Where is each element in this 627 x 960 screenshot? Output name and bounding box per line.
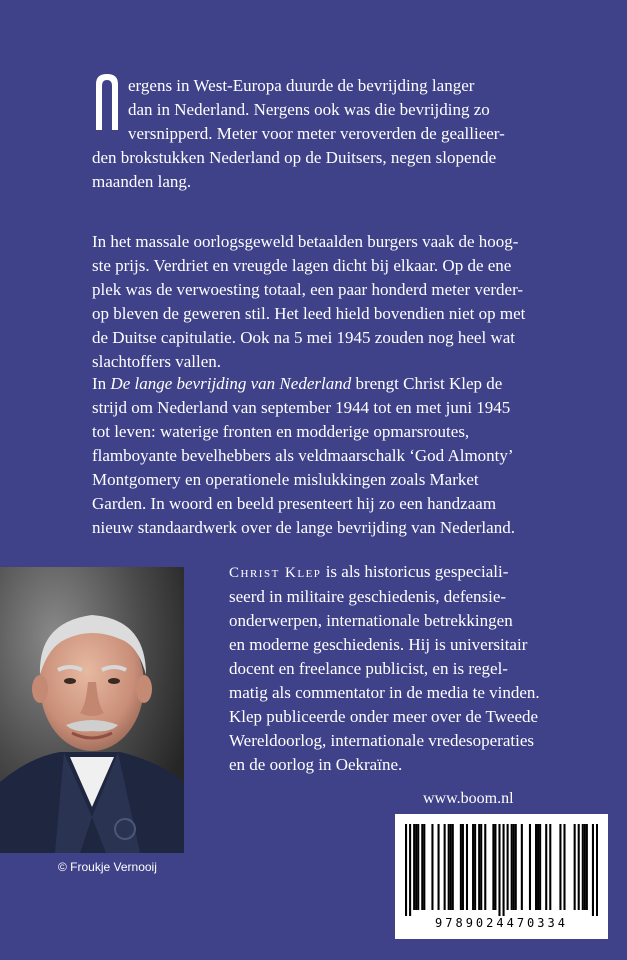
text-line: en moderne geschiedenis. Hij is universitair: [229, 635, 528, 654]
barcode-bar: [484, 824, 486, 910]
barcode-bar: [421, 824, 423, 910]
text-line: Klep publiceerde onder meer over de Tweede: [229, 707, 539, 726]
barcode-bar: [448, 824, 450, 910]
author-bio: [229, 560, 540, 777]
barcode-bar: [511, 824, 513, 910]
barcode-bar: [466, 824, 468, 910]
barcode-bar: [478, 824, 480, 910]
barcode-bar: [415, 824, 417, 910]
barcode-bar: [423, 824, 425, 910]
barcode-bar: [480, 824, 482, 910]
isbn-barcode: [395, 814, 608, 939]
text-line: In De lange bevrijding van Nederland brengt Christ Klep de: [92, 374, 503, 393]
intro-paragraph: [92, 74, 505, 194]
text-line: maanden lang.: [92, 172, 192, 191]
text-line: ergens in West-Europa duurde de bevrijding langer: [128, 76, 475, 95]
barcode-bar: [450, 824, 452, 910]
barcode-bar: [472, 824, 474, 910]
text-line: flamboyante bevelhebbers als veldmaarschalk ‘God Almonty’: [92, 446, 514, 465]
third-paragraph: [92, 372, 515, 540]
barcode-bar: [503, 824, 505, 916]
text-line: den brokstukken Nederland op de Duitsers, negen slopende: [92, 148, 497, 167]
text-line: op bleven de geweren stil. Het leed hield bovendien niet op met: [92, 304, 526, 323]
text-line: docent en freelance publicist, en is regel-: [229, 659, 508, 678]
text-line: In het massale oorlogsgeweld betaalden burgers vaak de hoog-: [92, 232, 519, 251]
barcode-bar: [515, 824, 517, 910]
text-line: Christ Klep is als historicus gespeciali-: [229, 562, 509, 581]
barcode-bar: [413, 824, 415, 910]
barcode-bar: [578, 824, 580, 910]
barcode-bar: [444, 824, 446, 910]
publisher-url[interactable]: www.boom.nl: [423, 790, 514, 807]
barcode-bar: [438, 824, 440, 910]
text-line: plek was de verwoesting totaal, een paar honderd meter verder-: [92, 280, 524, 299]
author-photo: [0, 567, 184, 853]
barcode-bar: [582, 824, 584, 910]
text-line: Wereldoorlog, internationale vredesoperaties: [229, 731, 534, 750]
barcode-bars: [405, 824, 598, 916]
text-line: strijd om Nederland van september 1944 tot en met juni 1945: [92, 398, 511, 417]
barcode-bar: [529, 824, 531, 910]
text-line: en de oorlog in Oekraïne.: [229, 755, 403, 774]
barcode-bar: [507, 824, 509, 910]
second-paragraph: [92, 230, 525, 374]
photo-credit: © Froukje Vernooij: [58, 860, 157, 874]
text-line: onderwerpen, internationale betrekkingen: [229, 611, 513, 630]
barcode-bar: [494, 824, 496, 910]
barcode-bar: [521, 824, 523, 910]
barcode-bar: [492, 824, 494, 910]
barcode-bar: [417, 824, 419, 910]
barcode-bar: [474, 824, 476, 910]
barcode-bar: [584, 824, 586, 910]
barcode-bar: [405, 824, 407, 916]
barcode-bar: [549, 824, 551, 910]
text-line: slachtoffers vallen.: [92, 352, 222, 371]
text-line: dan in Nederland. Nergens ook was die bevrijding zo: [128, 100, 490, 119]
barcode-bar: [513, 824, 515, 910]
text-line: de Duitse capitulatie. Ook na 5 mei 1945 zouden nog heel wat: [92, 328, 515, 347]
barcode-bar: [545, 824, 547, 910]
barcode-bar: [498, 824, 500, 916]
barcode-bar: [559, 824, 561, 910]
isbn-number: 9789024470334: [435, 916, 568, 930]
text-line: tot leven: waterige fronten en modderige opmarsroutes,: [92, 422, 470, 441]
barcode-bar: [409, 824, 411, 916]
text-line: ste prijs. Verdriet en vreugde lagen dicht bij elkaar. Op de ene: [92, 256, 512, 275]
text-line: matig als commentator in de media te vinden.: [229, 683, 540, 702]
barcode-bar: [431, 824, 433, 910]
text-line: versnipperd. Meter voor meter veroverden de geallieer-: [128, 124, 505, 143]
barcode-bar: [460, 824, 462, 910]
barcode-bar: [586, 824, 588, 910]
barcode-bar: [596, 824, 598, 916]
text-line: nieuw standaardwerk over de lange bevrijding van Nederland.: [92, 518, 515, 537]
barcode-bar: [574, 824, 576, 910]
barcode-bar: [452, 824, 454, 910]
barcode-bar: [537, 824, 539, 910]
barcode-bar: [535, 824, 537, 910]
barcode-bar: [462, 824, 464, 910]
author-name: Christ Klep: [229, 565, 322, 581]
book-title: De lange bevrijding van Nederland: [110, 374, 352, 393]
barcode-bar: [592, 824, 594, 916]
text-line: Montgomery en operationele mislukkingen zoals Market: [92, 470, 479, 489]
barcode-bar: [539, 824, 541, 910]
text-line: Garden. In woord en beeld presenteert hij zo een handzaam: [92, 494, 497, 513]
barcode-bar: [563, 824, 565, 910]
text-line: seerd in militaire geschiedenis, defensie-: [229, 587, 507, 606]
